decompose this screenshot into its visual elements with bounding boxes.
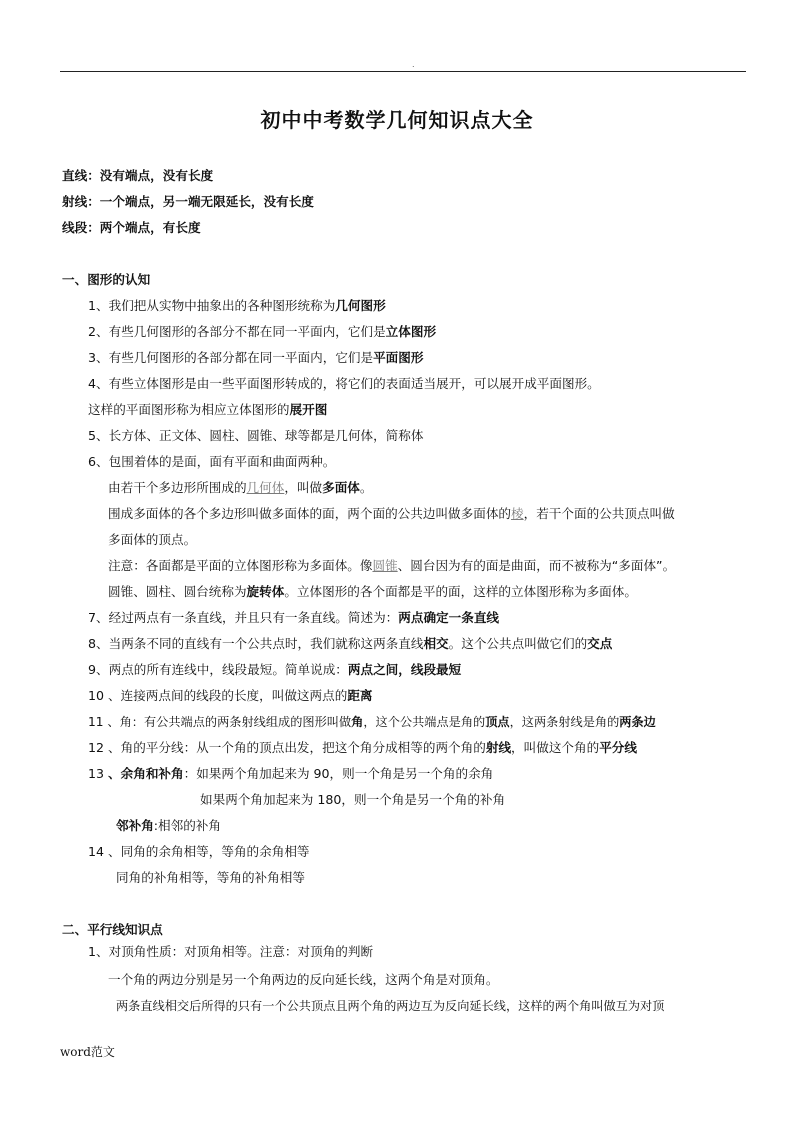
item-text: ，叫做	[284, 480, 323, 495]
item-bold: 旋转体	[246, 584, 285, 599]
item-bold: 平分线	[599, 740, 637, 755]
sub-item	[108, 531, 196, 549]
section-heading-shapes: 一、图形的认知	[62, 272, 151, 287]
item-bold: 几何图形	[335, 298, 386, 313]
sub-item	[108, 971, 498, 989]
list-item	[88, 713, 656, 731]
sub-item	[108, 583, 637, 601]
item-text: 14 、同角的余角相等，等角的余角相等	[88, 844, 310, 859]
item-text: 1、我们把从实物中抽象出的各种图形统称为	[88, 298, 336, 313]
item-text: ，叫做这个角的	[511, 740, 600, 755]
item-bold: 邻补角	[116, 818, 154, 833]
list-item	[88, 349, 423, 367]
item-text: 4、有些立体图形是由一些平面图形转成的，将它们的表面适当展开，可以展开成平面图形。	[88, 376, 600, 391]
sub-item	[200, 791, 505, 809]
item-text: 1、对顶角性质：对顶角相等。注意：对顶角的判断	[88, 944, 374, 959]
item-text: 两条直线相交后所得的只有一个公共顶点且两个角的两边互为反向延长线，这样的两个角叫做互为对顶	[116, 999, 665, 1013]
sub-item	[116, 817, 221, 835]
item-text: 9、两点的所有连线中，线段最短。简单说成：	[88, 662, 348, 677]
item-text: 6、包围着体的是面，面有平面和曲面两种。	[88, 454, 336, 469]
item-text: 围成多面体的各个多边形叫做多面体的面，两个面的公共边叫做多面体的	[108, 506, 511, 521]
list-item	[88, 297, 386, 315]
item-text: 8、当两条不同的直线有一个公共点时，我们就称这两条直线	[88, 636, 424, 651]
item-text: 7、经过两点有一条直线，并且只有一条直线。简述为：	[88, 610, 399, 625]
item-bold: 两条边	[619, 715, 656, 729]
item-bold: 两点确定一条直线	[398, 610, 500, 625]
list-item	[88, 323, 436, 341]
item-text: :相邻的补角	[153, 818, 221, 833]
item-bold: 距离	[347, 688, 373, 703]
item-bold: 顶点	[485, 715, 510, 729]
item-text: ，若干个面的公共顶点叫做	[523, 506, 675, 521]
item-bold: 交点	[587, 636, 613, 651]
list-item	[88, 661, 461, 679]
item-text: 12 、角的平分线：从一个角的顶点出发，把这个角分成相等的两个角的	[88, 740, 486, 755]
list-item	[88, 943, 373, 961]
item-bold: 展开图	[289, 402, 328, 417]
list-item	[88, 609, 499, 627]
item-text: 注意：各面都是平面的立体图形称为多面体。像	[108, 558, 373, 573]
list-item	[88, 427, 423, 445]
definition-ray: 射线：一个端点，另一端无限延长，没有长度	[62, 194, 314, 209]
link-edge[interactable]: 棱	[511, 506, 524, 521]
item-text: 。立体图形的各个面都是平的面，这样的立体图形称为多面体。	[284, 584, 637, 599]
section-heading-parallel-lines: 二、平行线知识点	[62, 922, 163, 937]
link-cone[interactable]: 圆锥	[372, 558, 398, 573]
item-text: 同角的补角相等，等角的补角相等	[116, 870, 305, 885]
page-title: 初中中考数学几何知识点大全	[260, 108, 534, 132]
sub-item	[116, 997, 664, 1015]
item-text: 2、有些几何图形的各部分不都在同一平面内，它们是	[88, 324, 386, 339]
item-bold: 立体图形	[385, 324, 437, 339]
item-text: 3、有些几何图形的各部分都在同一平面内，它们是	[88, 350, 374, 365]
item-text: ：如果两个角加起来为 90，则一个角是另一个角的余角	[183, 766, 494, 781]
header-rule	[60, 71, 746, 72]
item-text: 。	[359, 480, 373, 495]
item-text: 11 、角：有公共端点的两条射线组成的图形叫做	[88, 715, 352, 729]
list-item-continuation	[88, 401, 327, 419]
sub-item	[108, 505, 675, 523]
item-text: 由若干个多边形所围成的	[108, 480, 247, 495]
item-number: 13	[88, 766, 109, 781]
sub-item	[116, 869, 305, 887]
item-text: 如果两个角加起来为 180，则一个角是另一个角的补角	[200, 792, 506, 807]
sub-item	[108, 557, 675, 575]
item-bold: 射线	[485, 740, 512, 755]
item-text: 10 、连接两点间的线段的长度，叫做这两点的	[88, 688, 348, 703]
item-bold: 相交	[423, 636, 449, 651]
item-bold: 平面图形	[373, 350, 424, 365]
item-bold: 、余角和补角	[108, 766, 184, 781]
definition-segment: 线段：两个端点，有长度	[62, 220, 201, 235]
list-item	[88, 635, 612, 653]
header-dot: .	[412, 60, 415, 69]
item-text: 这样的平面图形称为相应立体图形的	[88, 402, 290, 417]
item-text: ，这两条射线是角的	[509, 715, 620, 729]
list-item	[88, 375, 600, 393]
item-text: 一个角的两边分别是另一个角两边的反向延长线，这两个角是对顶角。	[108, 972, 499, 987]
list-item	[88, 453, 335, 471]
sub-item	[108, 479, 372, 497]
item-text: 、圆台因为有的面是曲面，而不被称为“多面体”。	[397, 558, 676, 573]
item-text: ，这个公共端点是角的	[363, 715, 486, 729]
item-text: 5、长方体、正文体、圆柱、圆锥、球等都是几何体，简称体	[88, 428, 424, 443]
item-text: 多面体的顶点。	[108, 532, 197, 547]
item-text: 。这个公共点叫做它们的	[448, 636, 588, 651]
link-polyhedron-body[interactable]: 几何体	[246, 480, 285, 495]
list-item	[88, 843, 310, 861]
definition-line: 直线：没有端点，没有长度	[62, 168, 214, 183]
item-bold: 两点之间，线段最短	[347, 662, 462, 677]
item-text: 圆锥、圆柱、圆台统称为	[108, 584, 247, 599]
footer-label: word范文	[60, 1045, 115, 1059]
list-item	[88, 739, 637, 757]
item-bold: 多面体	[322, 480, 360, 495]
item-bold: 角	[351, 715, 364, 729]
list-item	[88, 765, 493, 783]
list-item	[88, 687, 373, 705]
